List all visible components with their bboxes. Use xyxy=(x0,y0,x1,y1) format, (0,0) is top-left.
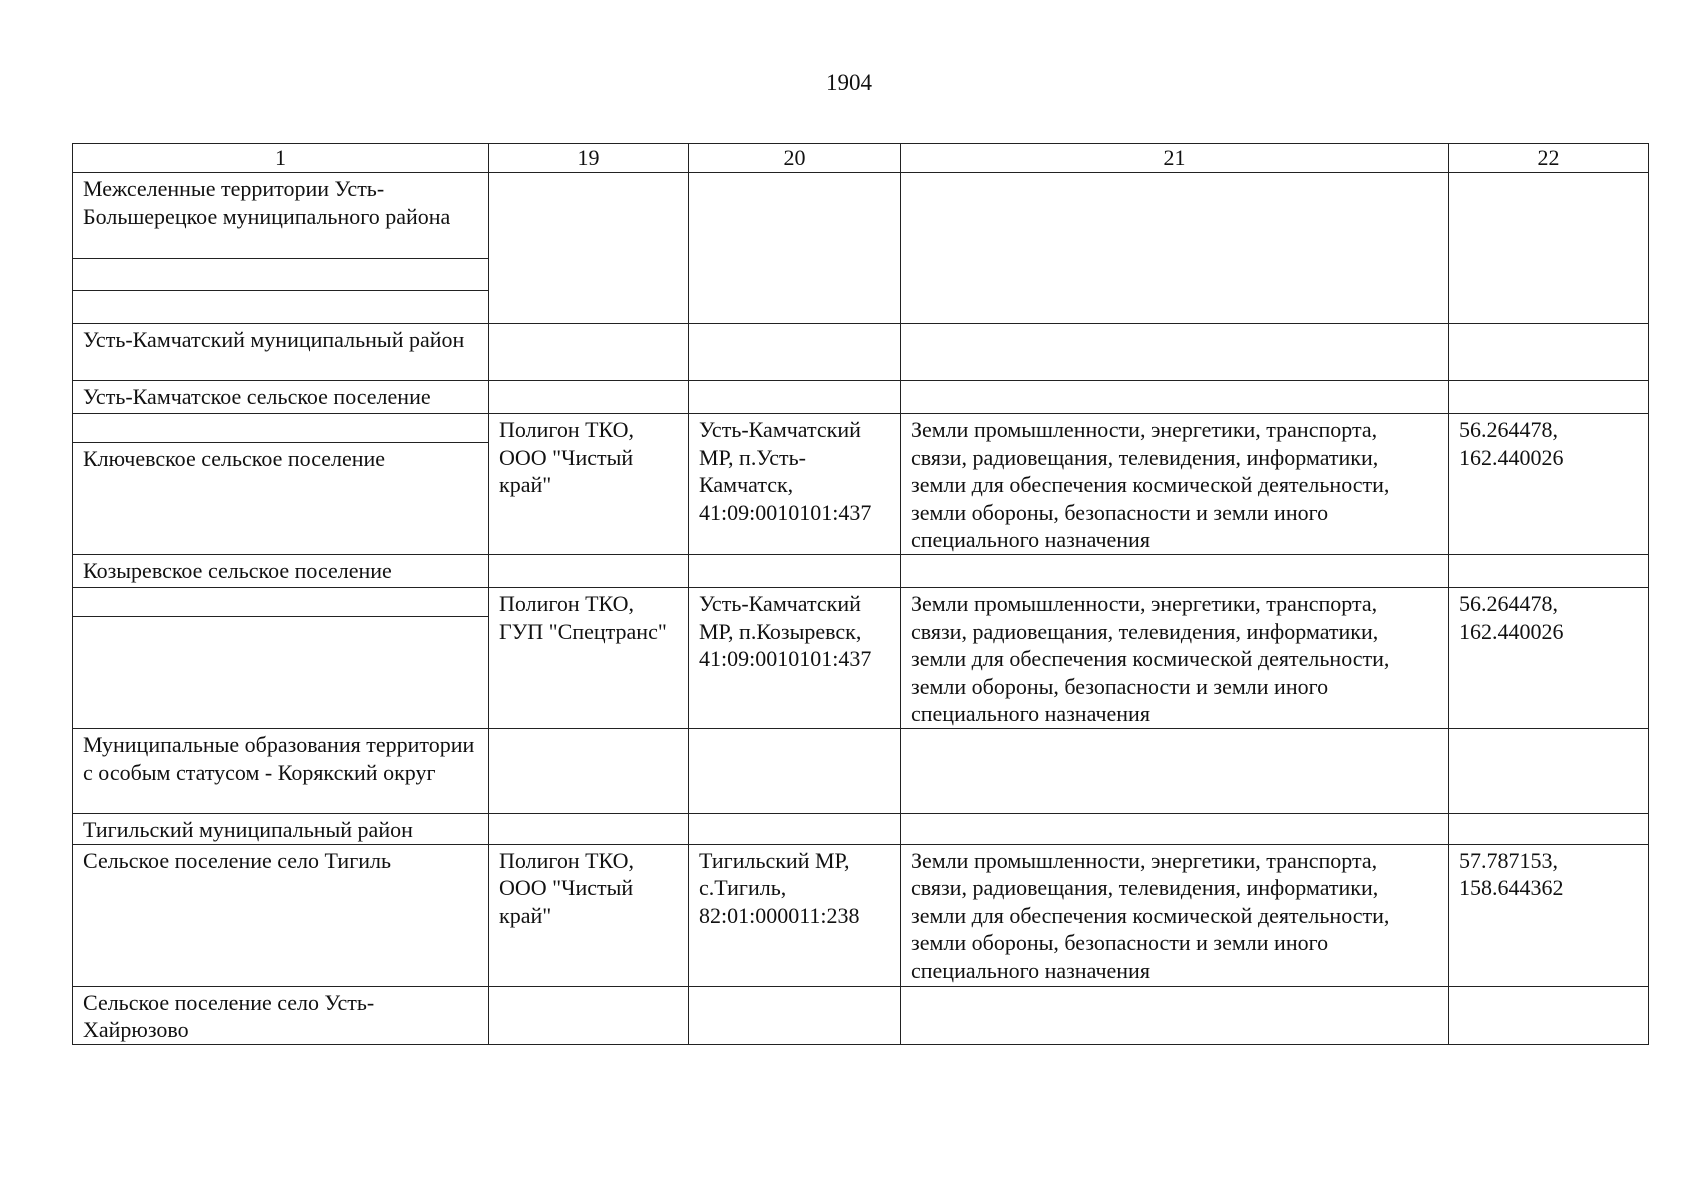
empty-cell xyxy=(1449,729,1649,814)
table-row xyxy=(73,844,1649,986)
row-name: Ключевское сельское поселение xyxy=(73,443,489,555)
empty-cell xyxy=(689,324,901,381)
header-row xyxy=(73,144,1649,173)
empty-cell xyxy=(689,814,901,845)
empty-cell xyxy=(901,381,1449,414)
empty-cell xyxy=(1449,555,1649,588)
empty-cell xyxy=(73,588,489,617)
empty-cell xyxy=(1449,381,1649,414)
empty-cell xyxy=(689,173,901,324)
row-name: Муниципальные образования территории с особым статусом - Корякский округ xyxy=(73,729,489,814)
empty-cell xyxy=(489,324,689,381)
table-row xyxy=(73,986,1649,1044)
coordinates-cell: 56.264478, 162.440026 xyxy=(1449,588,1649,729)
header-cell: 20 xyxy=(689,144,901,173)
header-cell: 22 xyxy=(1449,144,1649,173)
empty-cell xyxy=(1449,173,1649,324)
object-cell: Полигон ТКО, ГУП "Спецтранс" xyxy=(489,588,689,729)
empty-cell xyxy=(901,986,1449,1044)
empty-cell xyxy=(73,414,489,443)
row-name: Сельское поселение село Тигиль xyxy=(73,844,489,986)
table-row xyxy=(73,381,1649,414)
empty-cell xyxy=(1449,814,1649,845)
empty-cell xyxy=(489,986,689,1044)
row-name: Тигильский муниципальный район xyxy=(73,814,489,845)
coordinates-cell: 57.787153, 158.644362 xyxy=(1449,844,1649,986)
row-name: Межселенные территории Усть-Большерецкое муниципального района xyxy=(73,173,489,259)
table-row xyxy=(73,324,1649,381)
page-number: 1904 xyxy=(826,70,872,95)
object-cell: Полигон ТКО, ООО "Чистый край" xyxy=(489,414,689,555)
header-cell: 1 xyxy=(73,144,489,173)
table-row xyxy=(73,729,1649,814)
row-name: Сельское поселение село Усть-Хайрюзово xyxy=(73,986,489,1044)
empty-cell xyxy=(489,555,689,588)
land-category-cell: Земли промышленности, энергетики, транспорта, связи, радиовещания, телевидения, информатики, земли для обеспечения космической деятельности, земли обороны, безопасности и земли иного специального назначения xyxy=(901,844,1449,986)
land-category-cell: Земли промышленности, энергетики, транспорта, связи, радиовещания, телевидения, информатики, земли для обеспечения космической деятельности, земли обороны, безопасности и земли иного специального назначения xyxy=(901,414,1449,555)
empty-cell xyxy=(901,814,1449,845)
table-row xyxy=(73,173,1649,259)
empty-cell xyxy=(489,173,689,324)
empty-cell xyxy=(1449,986,1649,1044)
object-cell: Полигон ТКО, ООО "Чистый край" xyxy=(489,844,689,986)
empty-cell xyxy=(901,729,1449,814)
empty-cell xyxy=(1449,324,1649,381)
header-cell: 19 xyxy=(489,144,689,173)
location-cell: Тигильский МР, с.Тигиль, 82:01:000011:238 xyxy=(689,844,901,986)
empty-cell xyxy=(901,324,1449,381)
land-category-cell: Земли промышленности, энергетики, транспорта, связи, радиовещания, телевидения, информатики, земли для обеспечения космической деятельности, земли обороны, безопасности и земли иного специального назначения xyxy=(901,588,1449,729)
empty-cell xyxy=(73,617,489,729)
empty-cell xyxy=(489,729,689,814)
row-name: Усть-Камчатское сельское поселение xyxy=(73,381,489,414)
empty-cell xyxy=(901,555,1449,588)
row-name: Усть-Камчатский муниципальный район xyxy=(73,324,489,381)
empty-cell xyxy=(689,986,901,1044)
table-row xyxy=(73,814,1649,845)
empty-cell xyxy=(489,381,689,414)
table-row xyxy=(73,555,1649,588)
empty-cell xyxy=(73,259,489,291)
empty-cell xyxy=(689,555,901,588)
table-row xyxy=(73,588,1649,617)
empty-cell xyxy=(73,291,489,324)
registry-table xyxy=(72,143,1649,1045)
empty-cell xyxy=(901,173,1449,324)
table-row xyxy=(73,414,1649,443)
coordinates-cell: 56.264478, 162.440026 xyxy=(1449,414,1649,555)
location-cell: Усть-Камчатский МР, п.Козыревск, 41:09:0010101:437 xyxy=(689,588,901,729)
empty-cell xyxy=(489,814,689,845)
empty-cell xyxy=(689,729,901,814)
header-cell: 21 xyxy=(901,144,1449,173)
row-name: Козыревское сельское поселение xyxy=(73,555,489,588)
location-cell: Усть-Камчатский МР, п.Усть-Камчатск, 41:09:0010101:437 xyxy=(689,414,901,555)
empty-cell xyxy=(689,381,901,414)
